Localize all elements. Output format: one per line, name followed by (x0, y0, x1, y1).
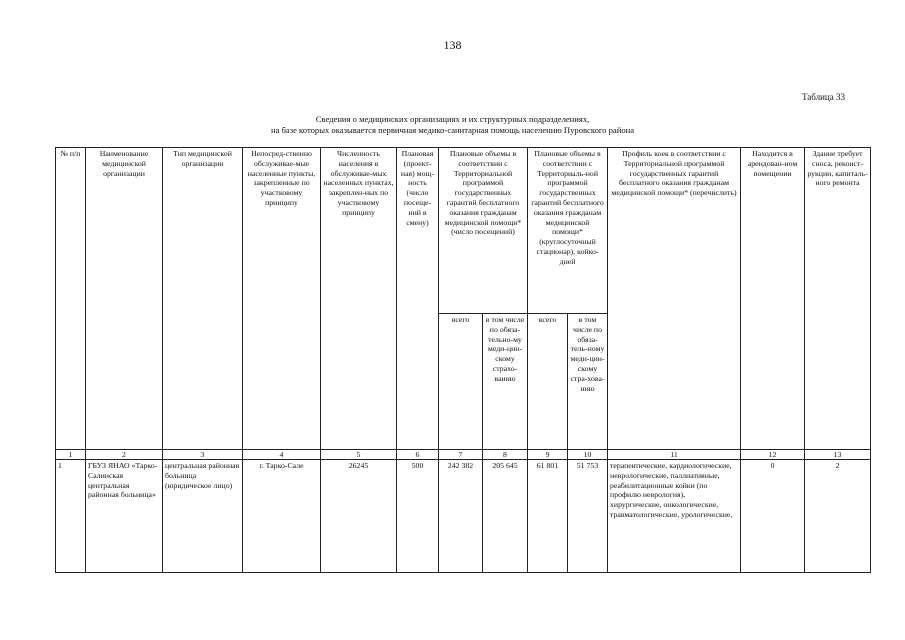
row-rented: 0 (741, 460, 805, 573)
header-needs-repair: Здание требует сноса, реконст-рукции, капиталь-ного ремонта (805, 148, 871, 450)
header-planned-visits: Плановые объемы в соответствии с Территориальной программой государственных гарантий бесплатного оказания гражданам медицинской помощи* (число посещений) (439, 148, 528, 314)
row-settlements: г. Тарко-Сале (243, 460, 321, 573)
header-bed-profiles: Профиль коек в соответствии с Территориальной программой государственных гарантий бесплатного оказания гражданам медицинской помощи* (перечислить) (608, 148, 741, 450)
column-number-row (56, 450, 871, 460)
row-beddays-oms: 51 753 (568, 460, 608, 573)
column-number: 13 (805, 450, 871, 460)
column-number: 9 (528, 450, 568, 460)
title-line-1: Сведения о медицинских организациях и их структурных подразделениях, (315, 114, 590, 124)
column-number: 7 (439, 450, 483, 460)
column-number: 1 (56, 450, 86, 460)
column-number: 11 (608, 450, 741, 460)
table-caption: Таблица 33 (802, 92, 845, 102)
medical-organizations-table (55, 147, 871, 573)
header-num: № п/п (56, 148, 86, 450)
column-number: 2 (86, 450, 163, 460)
subheader-visits-oms: в том числе по обяза-тельно-му меди-цин-скому страхо-ванию (483, 314, 528, 450)
column-number: 5 (321, 450, 397, 460)
header-rented: Находится в арендован-ном помещении (741, 148, 805, 450)
table-row (56, 460, 871, 573)
row-org-type: центральная районная больница (юридическое лицо) (163, 460, 243, 573)
row-org-name: ГБУЗ ЯНАО «Тарко-Салинская центральная районная больница» (86, 460, 163, 573)
row-population: 26245 (321, 460, 397, 573)
header-capacity: Плановая (проект-ная) мощ-ность (число посеще-ний в смену) (397, 148, 439, 450)
document-title (0, 114, 905, 136)
row-num: 1 (56, 460, 86, 573)
header-settlements: Непосред-ственно обслуживае-мые населенные пункты, закрепленные по участковому принципу (243, 148, 321, 450)
column-number: 12 (741, 450, 805, 460)
row-visits-total: 242 382 (439, 460, 483, 573)
header-population: Численность населения в обслуживае-мых населенных пунктах, закреплен-ных по участковому принципу (321, 148, 397, 450)
header-org-name: Наименование медицинской организации (86, 148, 163, 450)
row-beddays-total: 61 801 (528, 460, 568, 573)
title-line-2: на базе которых оказывается первичная медико-санитарная помощь населению Пуровского района (270, 125, 635, 135)
header-row (56, 148, 871, 314)
subheader-beddays-oms: в том числе по обяза-тель-ному меди-цин-скому стра-хова-нию (568, 314, 608, 450)
row-needs-repair: 2 (805, 460, 871, 573)
header-org-type: Тип медицинской организации (163, 148, 243, 450)
header-planned-beddays: Плановые объемы в соответствии с Территориаль-ной программой государственных гарантий бесплатного оказания гражданам медицинской помощи* (круглосуточный стационар), койко-дней (528, 148, 608, 314)
column-number: 6 (397, 450, 439, 460)
subheader-visits-total: всего (439, 314, 483, 450)
row-bed-profiles: терапевтические, кардиологические, неврологические, паллиативные, реабилитационные койки (по профилю неврология), хирургические, онкологические, травматологические, урологические, (608, 460, 741, 573)
row-capacity: 500 (397, 460, 439, 573)
page-number: 138 (443, 38, 462, 52)
column-number: 8 (483, 450, 528, 460)
column-number: 4 (243, 450, 321, 460)
column-number: 10 (568, 450, 608, 460)
subheader-beddays-total: всего (528, 314, 568, 450)
row-visits-oms: 205 645 (483, 460, 528, 573)
column-number: 3 (163, 450, 243, 460)
